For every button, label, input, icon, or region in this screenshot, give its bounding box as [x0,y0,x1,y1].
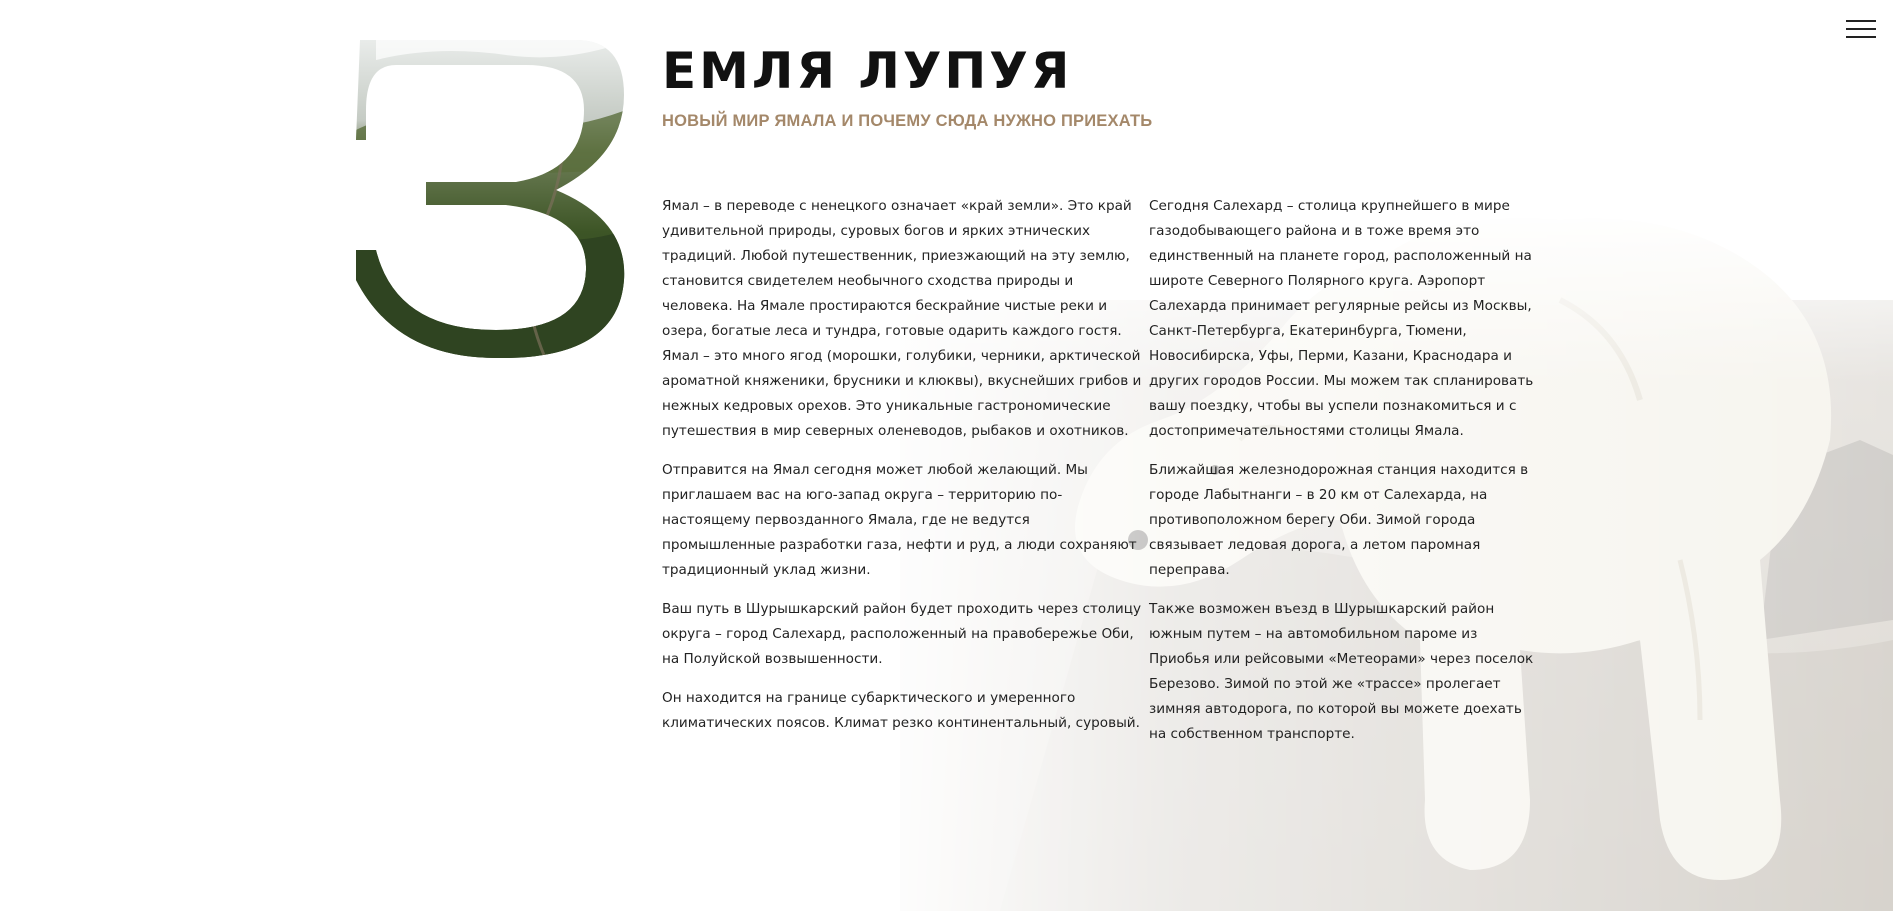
paragraph: Отправится на Ямал сегодня может любой желающий. Мы приглашаем вас на юго-запад округа – территорию по-настоящему первозданного Ямала, где не ведутся промышленные разработки газа, нефти и руд, а люди сохраняют традиционный уклад жизни. [662,462,1137,578]
paragraph: Ямал – в переводе с ненецкого означает «край земли». Это край удивительной природы, суровых богов и ярких этнических традиций. Любой путешественник, приезжающий на эту землю, становится свидетелем необычного сходства природы и человека. На Ямале простираются бескрайние чистые реки и озера, богатые леса и тундра, готовые одарить каждого гостя. Ямал – это много ягод (морошки, голубики, черники, арктической ароматной княженики, брусники и клюквы), вкуснейших грибов и нежных кедровых орехов. Это уникальные гастрономические путешествия в мир северных оленеводов, рыбаков и охотников. [662,198,1142,439]
hamburger-menu-icon[interactable] [1846,20,1876,42]
paragraph: Также возможен въезд в Шурышкарский район южным путем – на автомобильном пароме из Приобья или рейсовыми «Метеорами» через поселок Березово. Зимой по этой же «трассе» пролегает зимняя автодорога, по которой вы можете доехать на собственном транспорте. [1149,601,1534,742]
paragraph: Он находится на границе субарктического и умеренного климатических поясов. Климат резко континентальный, суровый. [662,690,1140,731]
paragraph: Ближайшая железнодорожная станция находится в городе Лабытнанги – в 20 км от Салехарда, на противоположном берегу Оби. Зимой города связывает ледовая дорога, а летом паромная переправа. [1149,462,1529,578]
menu-line [1846,28,1876,30]
menu-line [1846,36,1876,38]
page-subtitle: НОВЫЙ МИР ЯМАЛА И ПОЧЕМУ СЮДА НУЖНО ПРИЕХАТЬ [662,112,1153,130]
text-column-left [662,194,1147,750]
text-column-right [1149,194,1539,761]
paragraph: Сегодня Салехард – столица крупнейшего в мире газодобывающего района и в тоже время это единственный на планете город, расположенный на широте Северного Полярного круга. Аэропорт Салехарда принимает регулярные рейсы из Москвы, Санкт-Петербурга, Екатеринбурга, Тюмени, Новосибирска, Уфы, Перми, Казани, Краснодара и других городов России. Мы можем так спланировать вашу поездку, чтобы вы успели познакомиться и с достопримечательностями столицы Ямала. [1149,198,1534,439]
page-title: ЕМЛЯ ЛУПУЯ [662,42,1073,100]
paragraph: Ваш путь в Шурышкарский район будет проходить через столицу округа – город Салехард, расположенный на правобережье Оби, на Полуйской возвышенности. [662,601,1142,667]
decorative-letter-z-landscape [356,40,626,360]
menu-line [1846,20,1876,22]
